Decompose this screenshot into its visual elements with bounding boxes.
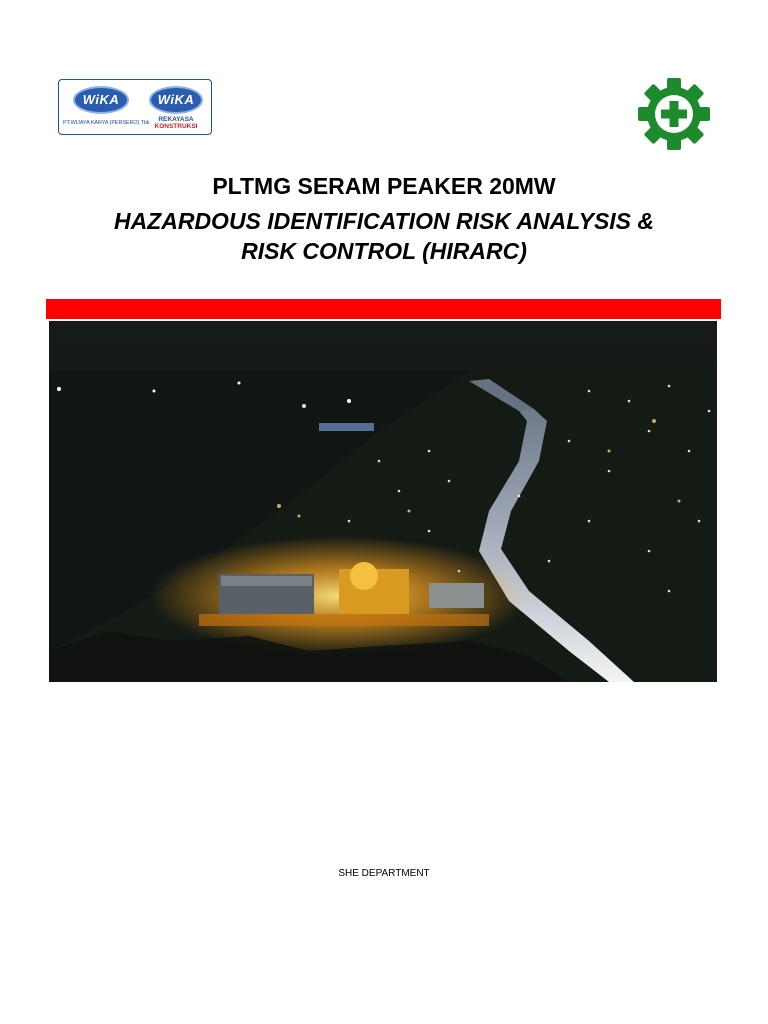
wika-rekayasa-logo-mark: WiKA [149, 86, 203, 114]
aerial-night-photo-illustration [49, 321, 717, 682]
department-label: SHE DEPARTMENT [338, 868, 430, 879]
document-title [0, 206, 768, 266]
k3-safety-gear-icon [636, 76, 712, 152]
company-logo-group [58, 79, 212, 135]
wika-rekayasa-logo [143, 84, 209, 132]
wika-rekayasa-caption-2: KONSTRUKSI [154, 123, 198, 130]
project-title: PLTMG SERAM PEAKER 20MW [212, 173, 556, 199]
wika-logo [63, 84, 150, 132]
aerial-night-photo [49, 321, 717, 682]
document-title-line-1: HAZARDOUS IDENTIFICATION RISK ANALYSIS & [113, 208, 655, 234]
accent-bar [46, 299, 721, 319]
wika-rekayasa-caption-1: REKAYASA [158, 116, 194, 123]
wika-logo-caption: PT.WIJAYA KARYA (PERSERO) Tbk [63, 120, 150, 126]
wika-logo-mark: WiKA [73, 86, 129, 114]
document-title-line-2: RISK CONTROL (HIRARC) [241, 238, 527, 264]
